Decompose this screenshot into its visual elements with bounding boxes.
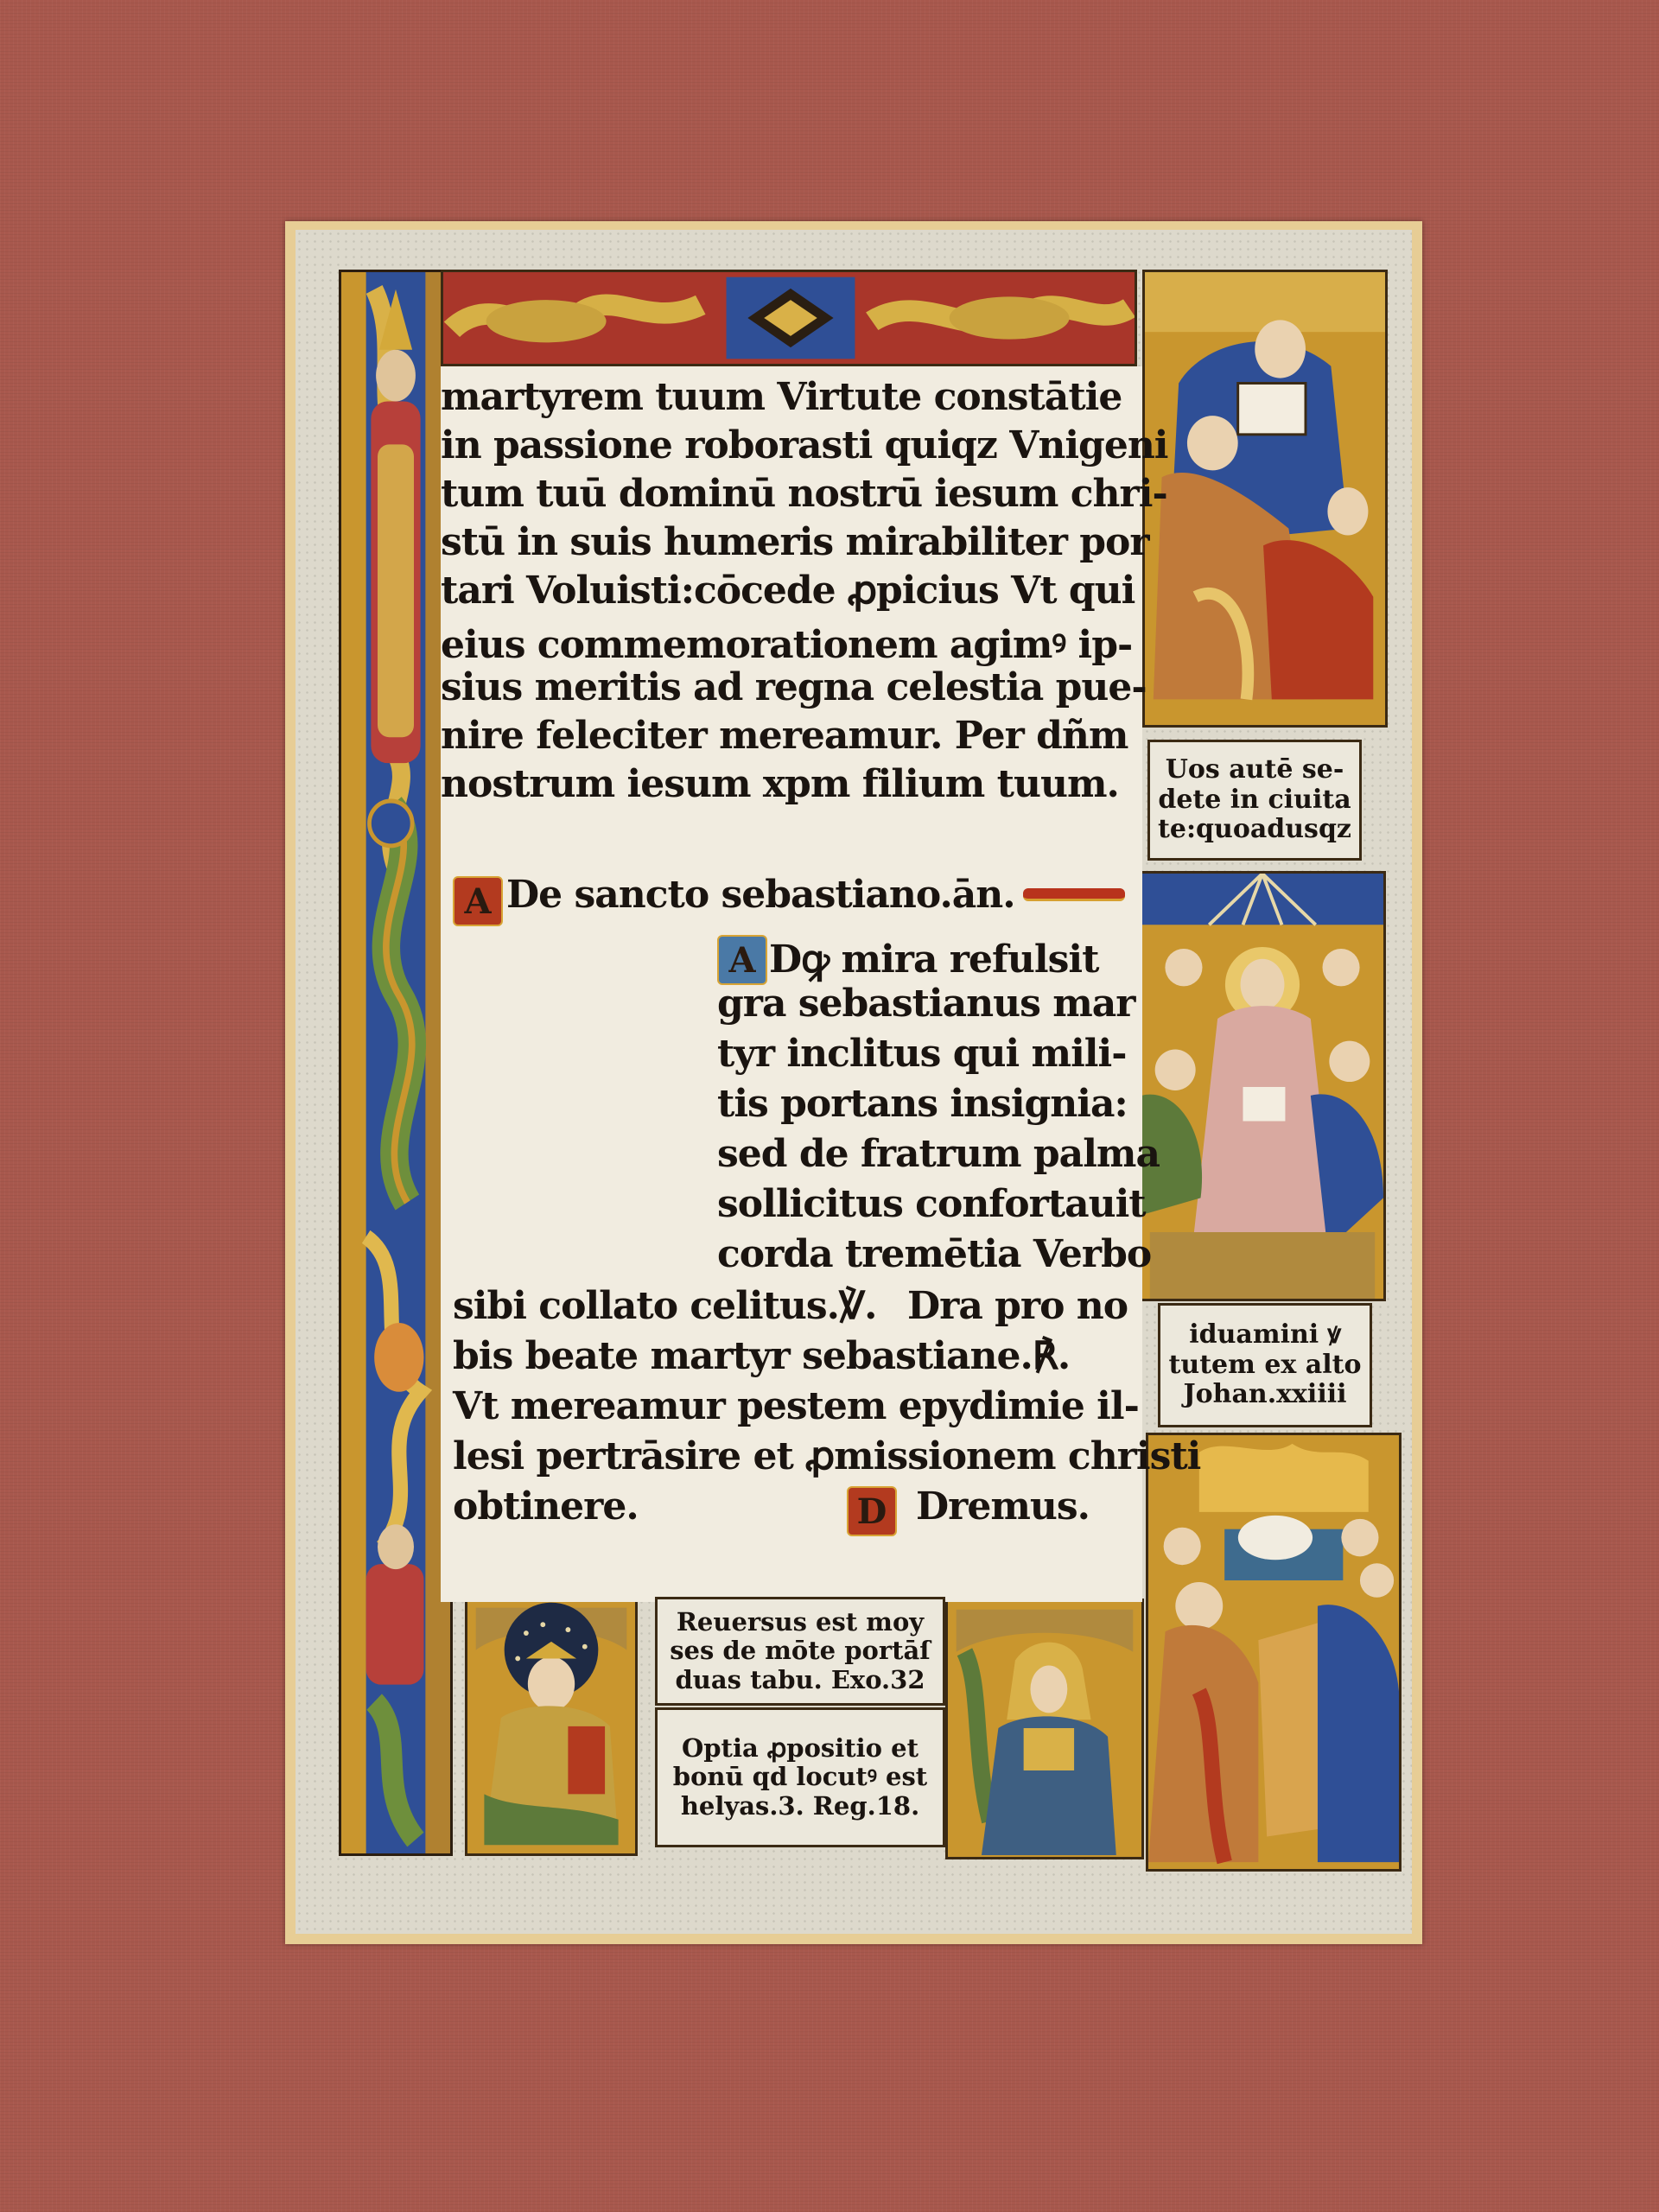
caption-line: Optia ꝓpositio et — [682, 1732, 918, 1763]
caption-line: Uos autē se- — [1165, 754, 1344, 785]
text-line: sius meritis ad regna celestia pue- — [441, 665, 1147, 709]
text-line: Dremus. — [916, 1484, 1090, 1529]
caption-line: tutem ex alto — [1168, 1349, 1362, 1380]
text-line: gra sebastianus mar — [717, 982, 1135, 1026]
text-line: obtinere. — [453, 1484, 639, 1529]
text-line: sibi collato celitus.℣. — [453, 1284, 877, 1328]
red-initial: D — [847, 1486, 897, 1536]
left-decorative-border — [339, 270, 453, 1856]
evangelist-miniature — [1142, 270, 1388, 728]
caption-right-middle — [1158, 1303, 1372, 1427]
rubric-line: De sancto sebastiano.ān. — [506, 873, 1015, 917]
text-line: martyrem tuum Virtute constātie — [441, 375, 1122, 419]
top-decorative-border — [441, 270, 1137, 366]
caption-line: bonū qd locutꝰ est — [672, 1762, 928, 1792]
text-line: Dra pro no — [907, 1284, 1128, 1328]
text-line: in passione roborasti quiqz Vnigeni — [441, 423, 1168, 467]
main-text-block — [441, 366, 1201, 1602]
moses-miniature — [465, 1588, 638, 1856]
elijah-miniature — [945, 1599, 1144, 1859]
text-line: sollicitus confortauit — [717, 1182, 1146, 1226]
text-line: eius commemorationem agimꝰ ip- — [441, 623, 1133, 667]
caption-line: dete in ciuita — [1158, 784, 1351, 815]
caption-right-top — [1147, 740, 1362, 861]
text-line: sed de fratrum palma — [717, 1132, 1160, 1176]
text-line: Vt mereamur pestem epydimie il- — [453, 1384, 1139, 1428]
text-line: lesi pertrāsire et ꝓmissionem christi — [453, 1434, 1201, 1478]
caption-line: iduamini ꝟ — [1189, 1319, 1341, 1351]
caption-line: Reuersus est moy — [676, 1606, 925, 1637]
text-line: stū in suis humeris mirabiliter por — [441, 520, 1149, 564]
text-line: tis portans insignia: — [717, 1082, 1128, 1126]
pentecost-miniature — [1139, 871, 1386, 1301]
caption-line: duas tabu. Exo.32 — [675, 1664, 925, 1694]
text-line: tari Voluisti:cōcede ꝓpicius Vt qui — [441, 569, 1135, 613]
caption-bottom-upper — [655, 1597, 945, 1706]
offering-miniature — [1146, 1433, 1402, 1872]
caption-line: ses de mōte portāſ — [670, 1636, 931, 1666]
text-line: tyr inclitus qui mili- — [717, 1032, 1127, 1076]
text-line: nire feleciter mereamur. Per dñm — [441, 714, 1128, 758]
blue-initial: A — [717, 935, 767, 985]
red-initial: A — [453, 876, 503, 926]
caption-line: Johan.xxiiii — [1183, 1379, 1347, 1410]
rubric-bar — [1023, 888, 1125, 901]
text-line: bis beate martyr sebastiane.℟. — [453, 1334, 1071, 1378]
text-line: nostrum iesum xpm filium tuum. — [441, 762, 1119, 806]
text-line: corda tremētia Verbo — [717, 1232, 1152, 1276]
caption-line: helyas.3. Reg.18. — [680, 1790, 920, 1821]
caption-bottom-lower — [655, 1707, 945, 1847]
caption-line: te:quoadusqz — [1158, 814, 1351, 845]
text-line: Dꝙ mira refulsit — [769, 938, 1099, 982]
text-line: tum tuū dominū nostrū iesum chri- — [441, 472, 1167, 516]
